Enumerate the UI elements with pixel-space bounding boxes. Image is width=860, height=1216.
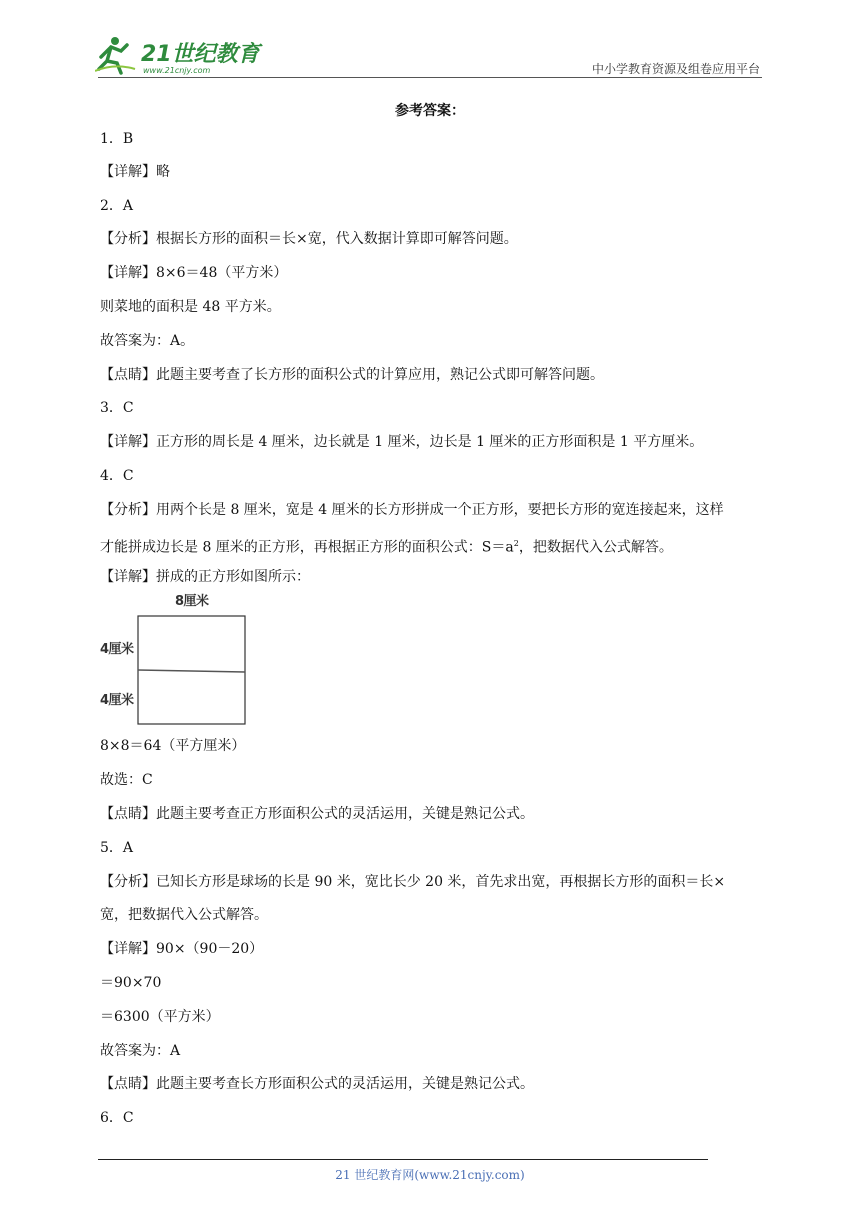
logo bbox=[95, 33, 265, 77]
answer-line: 故答案为：A。 bbox=[100, 333, 195, 349]
answer-line: 1．B bbox=[100, 131, 134, 147]
answer-line: 【分析】用两个长是 8 厘米，宽是 4 厘米的长方形拼成一个正方形，要把长方形的宽连接起来，这样 bbox=[100, 502, 724, 518]
answer-line: 4．C bbox=[100, 468, 134, 484]
answer-line: 【详解】略 bbox=[100, 164, 170, 180]
page-title: 参考答案： bbox=[395, 103, 465, 119]
answer-line: 【点睛】此题主要考查正方形面积公式的灵活运用，关键是熟记公式。 bbox=[100, 806, 534, 822]
square-diagram bbox=[98, 590, 258, 730]
answer-line: 【详解】90×（90－20） bbox=[100, 941, 264, 957]
answer-line: ＝90×70 bbox=[100, 975, 162, 991]
header-divider bbox=[98, 77, 762, 78]
superscript: 2 bbox=[513, 539, 519, 548]
height-label-bottom: 4厘米 bbox=[100, 693, 134, 708]
footer-divider bbox=[98, 1159, 708, 1160]
answer-line: 【点睛】此题主要考查长方形面积公式的灵活运用，关键是熟记公式。 bbox=[100, 1076, 534, 1092]
answer-line: 故答案为：A bbox=[100, 1043, 181, 1059]
width-label: 8厘米 bbox=[175, 594, 209, 609]
answer-line: 2．A bbox=[100, 198, 134, 214]
answer-line: 8×8＝64（平方厘米） bbox=[100, 738, 246, 754]
answer-line: 【分析】已知长方形是球场的长是 90 米，宽比长少 20 米，首先求出宽，再根据长方形的面积＝长× bbox=[100, 874, 726, 890]
answer-line: 5．A bbox=[100, 840, 134, 856]
answer-line: ＝6300（平方米） bbox=[100, 1009, 220, 1025]
answer-line: 宽，把数据代入公式解答。 bbox=[100, 907, 268, 923]
logo-url: www.21cnjy.com bbox=[143, 66, 211, 75]
footer-link[interactable]: 21 世纪教育网(www.21cnjy.com) bbox=[335, 1168, 525, 1182]
answer-line bbox=[100, 534, 764, 558]
page-header bbox=[0, 0, 860, 80]
square-figure bbox=[98, 590, 258, 730]
answer-line: 【分析】根据长方形的面积＝长×宽，代入数据计算即可解答问题。 bbox=[100, 231, 518, 247]
answer-line: 【详解】8×6＝48（平方米） bbox=[100, 265, 288, 281]
platform-name: 中小学教育资源及组卷应用平台 bbox=[591, 62, 760, 76]
answer-line: 6．C bbox=[100, 1110, 134, 1126]
answer-line: 3．C bbox=[100, 400, 134, 416]
line-text: ，把数据代入公式解答。 bbox=[518, 539, 673, 556]
answer-line: 【详解】拼成的正方形如图所示： bbox=[100, 569, 310, 585]
answer-line: 则菜地的面积是 48 平方米。 bbox=[100, 299, 281, 315]
logo-text: 21世纪教育 bbox=[141, 42, 260, 67]
answer-line: 【详解】正方形的周长是 4 厘米，边长就是 1 厘米，边长是 1 厘米的正方形面积是 1 平方厘米。 bbox=[100, 434, 704, 450]
answer-line: 【点睛】此题主要考查了长方形的面积公式的计算应用，熟记公式即可解答问题。 bbox=[100, 367, 604, 383]
answer-line: 故选：C bbox=[100, 772, 153, 788]
line-text: 才能拼成边长是 8 厘米的正方形，再根据正方形的面积公式：S＝a bbox=[100, 539, 514, 556]
runner-icon bbox=[95, 37, 135, 73]
height-label-top: 4厘米 bbox=[100, 642, 134, 657]
